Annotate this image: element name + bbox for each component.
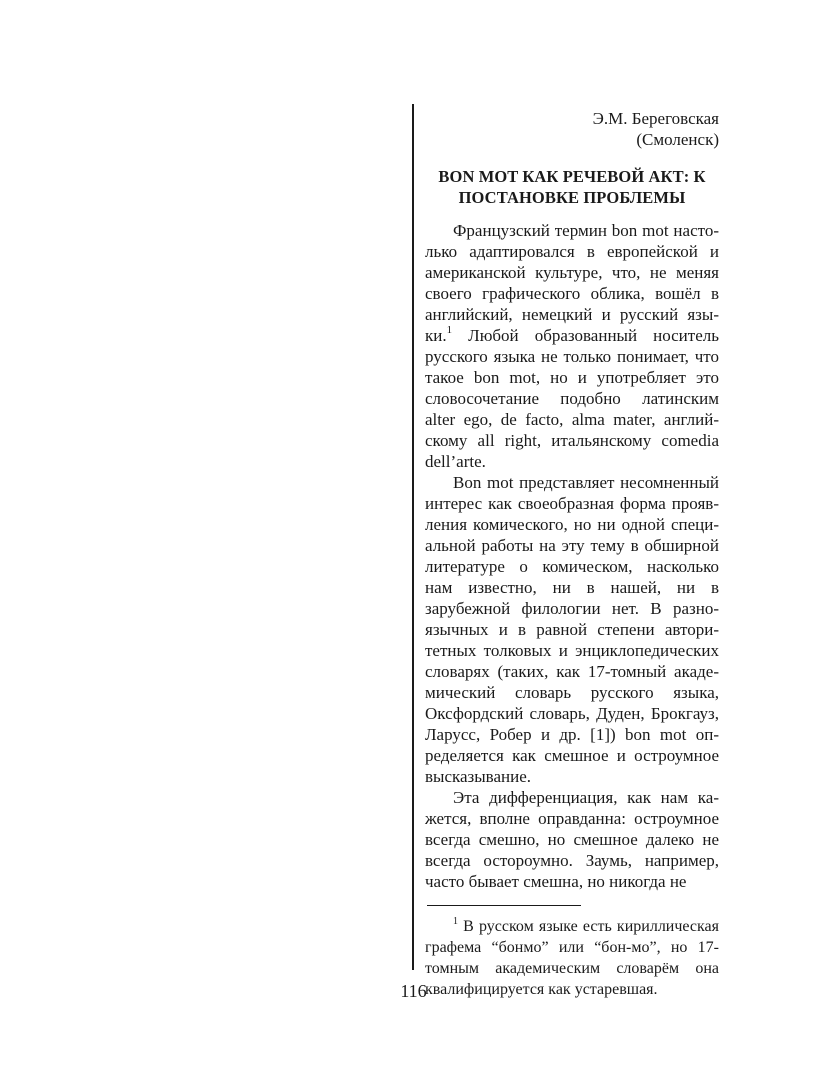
column-vertical-rule — [412, 104, 414, 970]
author-city: (Смоленск) — [636, 130, 719, 149]
page-number: 116 — [400, 981, 427, 1001]
footnote-marker: 1 — [453, 916, 458, 927]
article-title-line-2: ПОСТАНОВКЕ ПРОБЛЕМЫ — [458, 188, 686, 207]
article-title — [425, 166, 719, 208]
paragraph-2: Bon mot представляет несомненный интерес как своеобразная форма проявления комического, но ни одной специальной работы на эту тему в обширной литературе о комическом, насколько нам известно, ни в нашей, ни в зарубежной филологии нет. В разноязычных и в равной степени авторитетных толковых и энциклопедических словарях (таких, как 17-томный академический словарь русского языка, Оксфордский словарь, Дуден, Брокгауз, Ларусс, Робер и др. [1]) bon mot определяется как смешное и остроумное высказывание. — [425, 473, 719, 786]
footnote-reference: 1 — [446, 324, 453, 336]
footnote-text: В русском языке есть кириллическая графема “бонмо” или “бон-мо”, но 17-томным академическим словарём она квалифицируется как устаревшая. — [425, 918, 719, 998]
author-name: Э.М. Береговская — [592, 109, 719, 128]
paragraph-1-text-a: Французский термин bon mot настолько адаптировался в европейской и американской культуре, что, не меняя своего графического облика, вошёл в английский, немецкий и русский языки. — [425, 221, 719, 345]
paragraph-1 — [425, 220, 719, 472]
article-body — [425, 220, 719, 892]
footnote-separator — [427, 905, 581, 906]
article-title-line-1: BON MOT КАК РЕЧЕВОЙ АКТ: К — [438, 167, 706, 186]
paragraph-1-text-b: Любой образованный носитель русского языка не только понимает, что такое bon mot, но и употребляет это словосочетание подобно латинским alter ego, de facto, alma mater, английскому all right, итальянскому comedia dell’arte. — [425, 326, 719, 471]
paragraph-3: Эта дифференциация, как нам кажется, вполне оправданна: остроумное всегда смешно, но смешное далеко не всегда остороумно. Заумь, например, часто бывает смешна, но никогда не — [425, 788, 719, 891]
text-column — [425, 108, 719, 1000]
